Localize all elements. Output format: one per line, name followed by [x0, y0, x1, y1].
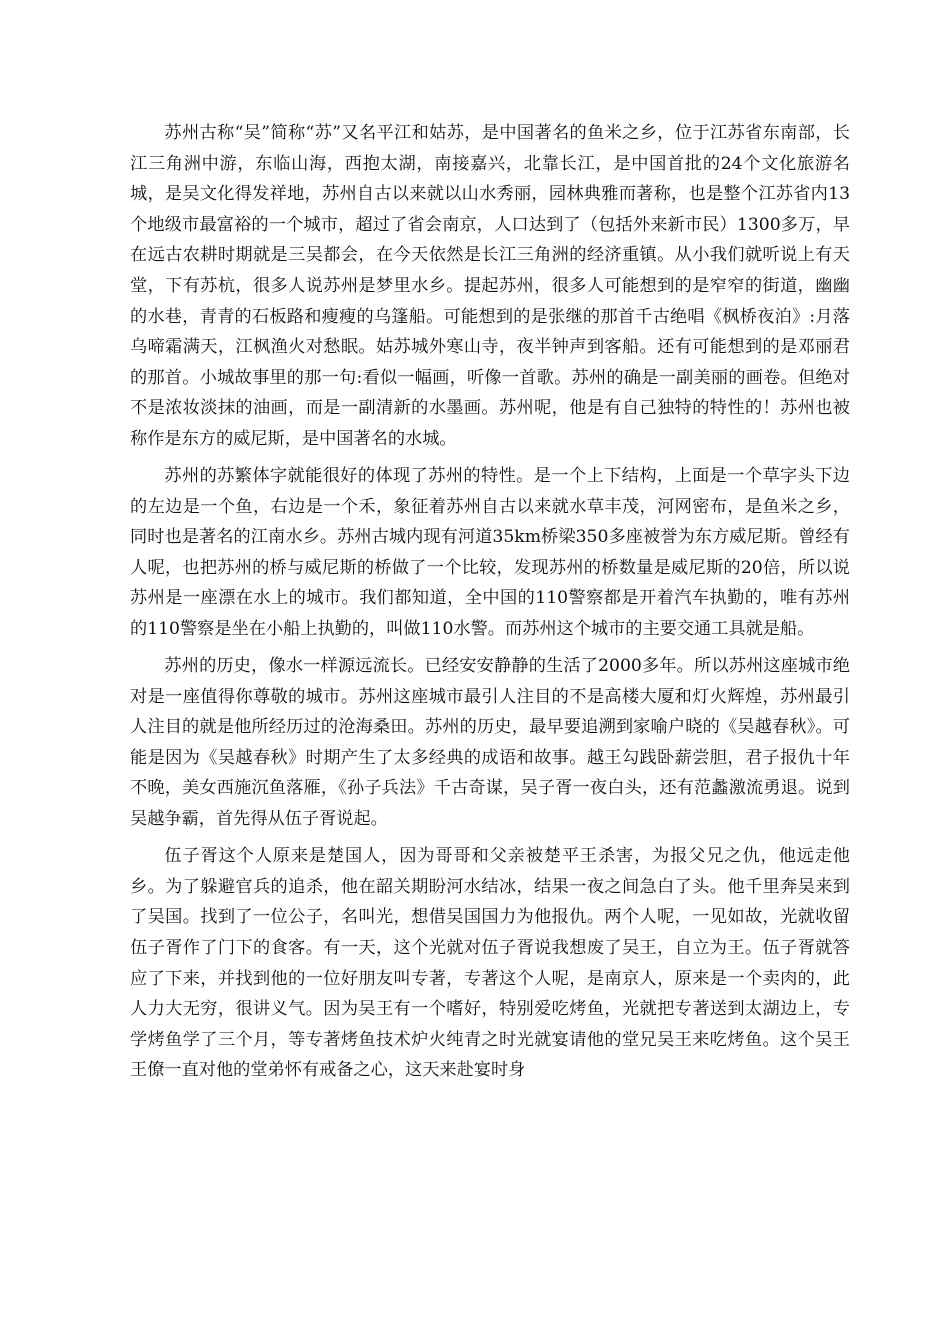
- document-body: [130, 118, 850, 1086]
- paragraph-3: 苏州的历史，像水一样源远流长。已经安安静静的生活了2000多年。所以苏州这座城市绝对是一座值得你尊敬的城市。苏州这座城市最引人注目的不是高楼大厦和灯火辉煌，苏州最引人注目的就是他所经历过的沧海桑田。苏州的历史，最早要追溯到家喻户晓的《吴越春秋》。可能是因为《吴越春秋》时期产生了太多经典的成语和故事。越王勾践卧薪尝胆，君子报仇十年不晚，美女西施沉鱼落雁，《孙子兵法》千古奇谋，吴子胥一夜白头，还有范蠡激流勇退。说到吴越争霸，首先得从伍子胥说起。: [130, 656, 850, 830]
- paragraph-1: 苏州古称“吴”简称“苏”又名平江和姑苏，是中国著名的鱼米之乡，位于江苏省东南部，长江三角洲中游，东临山海，西抱太湖，南接嘉兴，北靠长江，是中国首批的24个文化旅游名城，是吴文化得发祥地，苏州自古以来就以山水秀丽，园林典雅而著称，也是整个江苏省内13个地级市最富裕的一个城市，超过了省会南京，人口达到了（包括外来新市民）1300多万，早在远古农耕时期就是三吴都会，在今天依然是长江三角洲的经济重镇。从小我们就听说上有天堂，下有苏杭，很多人说苏州是梦里水乡。提起苏州，很多人可能想到的是窄窄的街道，幽幽的水巷，青青的石板路和瘦瘦的乌篷船。可能想到的是张继的那首千古绝唱《枫桥夜泊》:月落乌啼霜满天，江枫渔火对愁眠。姑苏城外寒山寺，夜半钟声到客船。还有可能想到的是邓丽君的那首。小城故事里的那一句:看似一幅画，听像一首歌。苏州的确是一副美丽的画卷。但绝对不是浓妆淡抹的油画，而是一副清新的水墨画。苏州呢，他是有自己独特的特性的！苏州也被称作是东方的威尼斯，是中国著名的水城。: [130, 123, 850, 449]
- paragraph-4: 伍子胥这个人原来是楚国人，因为哥哥和父亲被楚平王杀害，为报父兄之仇，他远走他乡。为了躲避官兵的追杀，他在韶关期盼河水结冰，结果一夜之间急白了头。他千里奔吴来到了吴国。找到了一位公子，名叫光，想借吴国国力为他报仇。两个人呢，一见如故，光就收留伍子胥作了门下的食客。有一天，这个光就对伍子胥说我想废了吴王，自立为王。伍子胥就答应了下来，并找到他的一位好朋友叫专著，专著这个人呢，是南京人，原来是一个卖肉的，此人力大无穷，很讲义气。因为吴王有一个嗜好，特别爱吃烤鱼，光就把专著送到太湖边上，专学烤鱼学了三个月，等专著烤鱼技术炉火纯青之时光就宴请他的堂兄吴王来吃烤鱼。这个吴王王僚一直对他的堂弟怀有戒备之心，这天来赴宴时身: [130, 846, 850, 1081]
- paragraph-2: 苏州的苏繁体字就能很好的体现了苏州的特性。是一个上下结构，上面是一个草字头下边的左边是一个鱼，右边是一个禾，象征着苏州自古以来就水草丰茂，河网密布，是鱼米之乡，同时也是著名的江南水乡。苏州古城内现有河道35km桥梁350多座被誉为东方威尼斯。曾经有人呢，也把苏州的桥与威尼斯的桥做了一个比较，发现苏州的桥数量是威尼斯的20倍，所以说苏州是一座漂在水上的城市。我们都知道，全中国的110警察都是开着汽车执勤的，唯有苏州的110警察是坐在小船上执勤的，叫做110水警。而苏州这个城市的主要交通工具就是船。: [130, 466, 850, 639]
